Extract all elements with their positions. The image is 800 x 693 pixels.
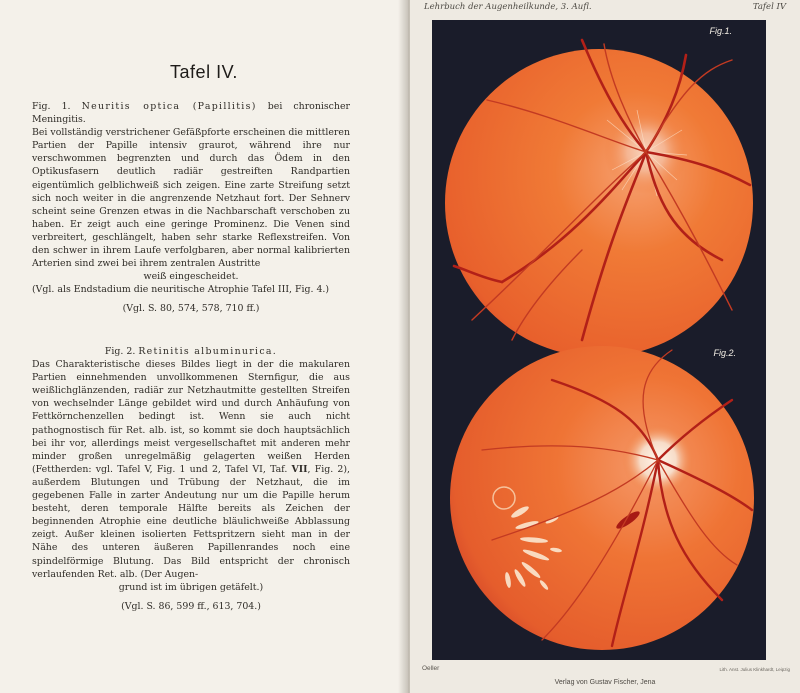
fig1-page-refs: (Vgl. S. 80, 574, 578, 710 ff.) bbox=[122, 303, 260, 315]
plate-title: Tafel IV. bbox=[170, 62, 238, 82]
footer-publisher: Verlag von Gustav Fischer, Jena bbox=[554, 679, 656, 686]
fig2-description bbox=[32, 345, 350, 613]
fig2-body bbox=[32, 358, 350, 581]
fig2-page-refs: (Vgl. S. 86, 599 ff., 613, 704.) bbox=[121, 600, 261, 612]
fig1-description bbox=[32, 100, 350, 316]
fig2-body-part-b: , Fig. 2), außerdem Blutungen und Trübung der Netzhaut, die im gegebenen Falle in zarter Andeutung nur um die Papille herum besteht, deren temporale Hälfte bereits als Zeichen der beginnenden Atrophie eine deutliche bläulichweiße Abblassung zeigt. Außer kleinen isolierten Fettspritzern sieht man in der Nähe des unteren äußeren Papillenrandes noch eine spindelförmige Blutung. Das Bild entspricht der chronisch verlaufenden Ret. alb. (Der Augen- bbox=[32, 463, 351, 580]
fundus-plate-illustration bbox=[432, 20, 766, 660]
footer-printer: Lith. Anst. Julius Klinkhardt, Leipzig bbox=[719, 667, 790, 672]
fig1-note: (Vgl. als Endstadium die neuritische Atrophie Tafel III, Fig. 4.) bbox=[32, 284, 330, 296]
fig1-caption bbox=[32, 100, 350, 126]
fig2-caption-title: Retinitis albuminurica. bbox=[138, 346, 278, 357]
fig2-body-part-a: Das Charakteristische dieses Bildes liegt in der die makularen Partien einnehmenden unvollkommenen Sternfigur, die aus weißlichglänzenden, radiär zur Netzhautmitte gestellten Streifen von wechselnder Länge gebildet wird und durch Anhäufung von Fettkörnchenzellen bedingt ist. Wenn sie auch nicht pathognostisch für Ret. alb. ist, so kommt sie doch hauptsächlich bei ihr vor, allerdings meist vergesellschaftet mit anderen mehr minder großen unregelmäßig gelagerten weißen Herden (Fettherden: vgl. Tafel V, Fig. 1 und 2, Tafel VI, Taf. bbox=[32, 359, 350, 475]
fig1-fundus bbox=[445, 40, 753, 357]
fig2-caption bbox=[32, 345, 350, 358]
fig2-body-bold: VII bbox=[291, 463, 308, 475]
footer-artist: Oeller bbox=[422, 665, 440, 672]
running-head-book-title: Lehrbuch der Augenheilkunde, 3. Aufl. bbox=[424, 2, 592, 12]
running-head-plate: Tafel IV bbox=[752, 2, 786, 12]
fig1-body: Bei vollständig verstrichener Gefäßpforte erscheinen die mittleren Partien der Papille intensiv graurot, während ihre nur verschwommen begrenzten und durch das Ödem in den Optikusfasern deutlich radiär gestreiften Randpartien eigentümlich gelblichweiß sich zeigen. Eine zarte Streifung setzt sich noch weiter in die angrenzende Netzhaut fort. Der Sehnerv scheint seine Grenzen etwas in die Nachbarschaft verschoben zu haben. Er zeigt auch eine geringe Prominenz. Die Venen sind verbreitert, geschlängelt, haben sehr starke Reflexstreifen. Von den schwer in ihrem Laufe verfolgbaren, aber normal kalibrierten Arterien sind zwei bei ihrem zentralen Austritte bbox=[32, 127, 350, 270]
fig2-caption-label: Fig. 2. bbox=[104, 346, 136, 357]
running-head bbox=[424, 2, 786, 16]
fig1-label: Fig.1. bbox=[709, 26, 732, 36]
fig2-fundus bbox=[450, 346, 754, 650]
fig1-caption-title: Neuritis optica (Papillitis) bbox=[81, 101, 257, 112]
fig1-body-end: weiß eingescheidet. bbox=[143, 271, 239, 283]
fig2-body-end: grund ist im übrigen getäfelt.) bbox=[118, 581, 264, 593]
plate-panel bbox=[432, 20, 766, 660]
right-page bbox=[410, 0, 800, 693]
fig1-caption-rest: bei chronischer Meningitis. bbox=[32, 101, 350, 126]
fig1-caption-label: Fig. 1. bbox=[32, 101, 71, 112]
fig2-label: Fig.2. bbox=[713, 348, 736, 358]
